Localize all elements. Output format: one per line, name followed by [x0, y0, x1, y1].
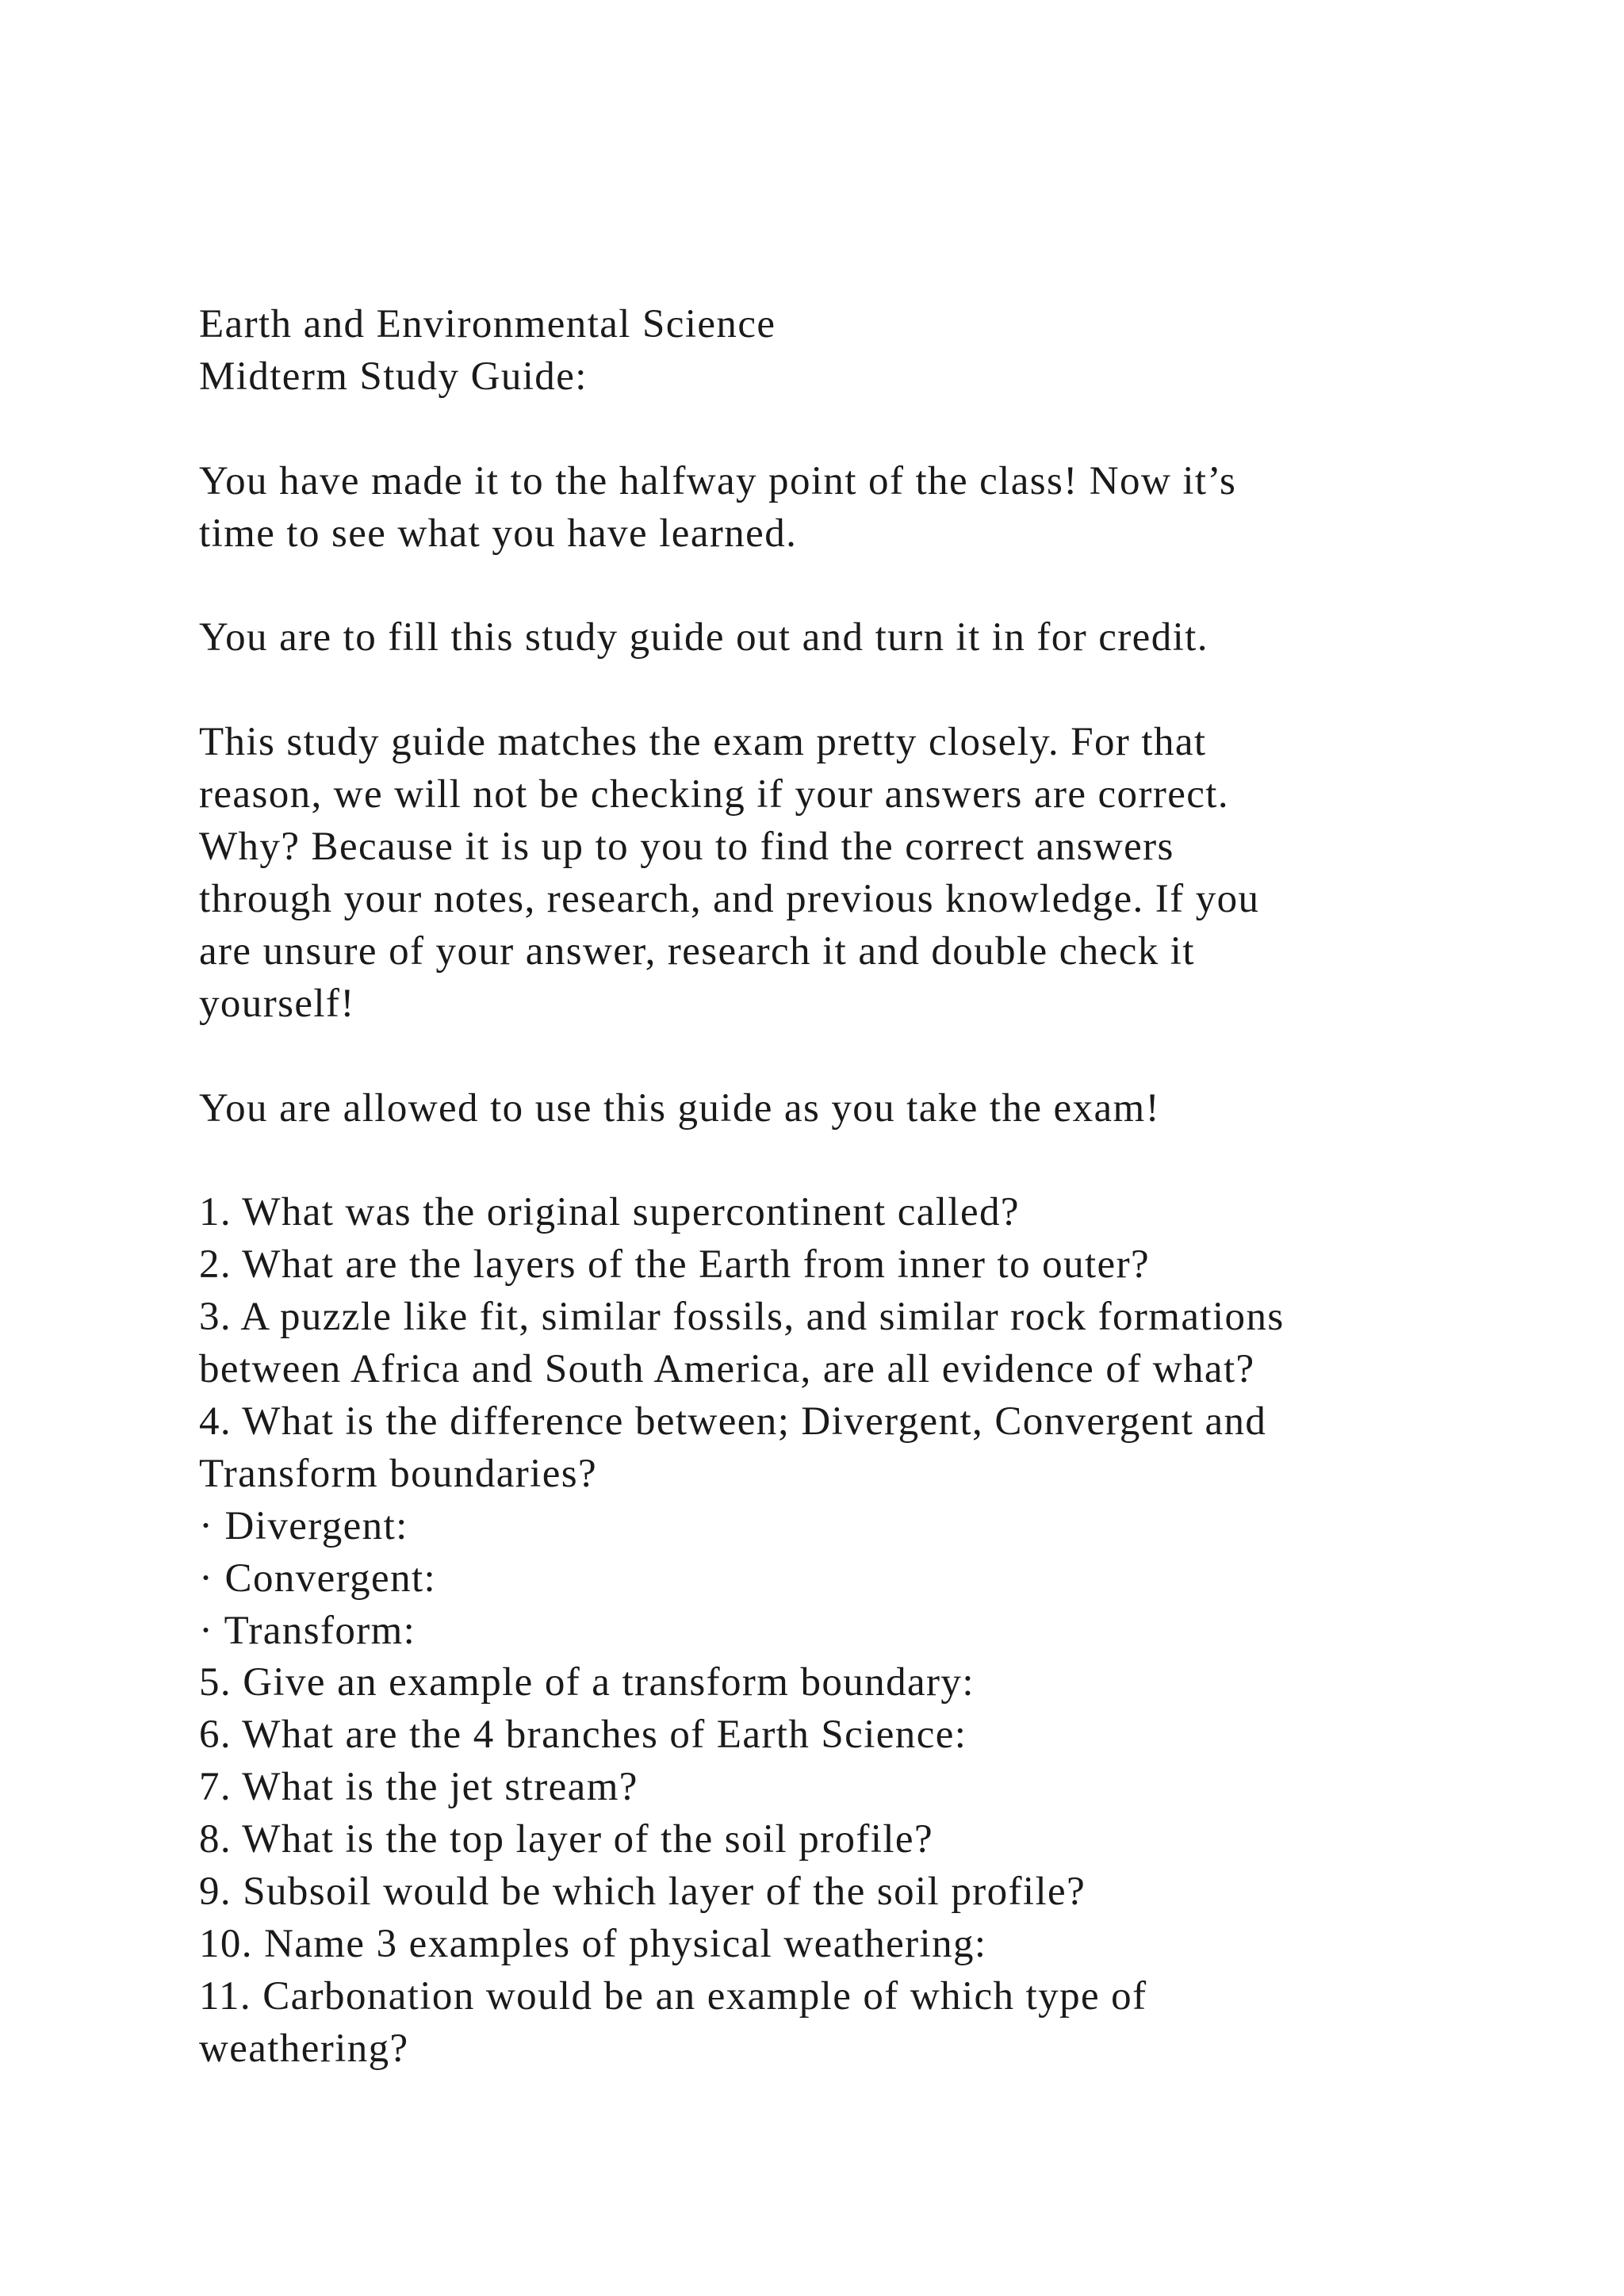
note-line: yourself! [199, 981, 355, 1026]
bullet-transform: · Transform: [199, 1608, 416, 1653]
spacer [199, 664, 1563, 717]
question-3-continued: between Africa and South America, are all evidence of what? [199, 1347, 1255, 1392]
allowed-text: You are allowed to use this guide as you take the exam! [199, 1085, 1160, 1131]
instruction-text: You are to fill this study guide out and turn it in for credit. [199, 615, 1208, 660]
question-11-continued: weathering? [199, 2026, 409, 2071]
spacer [199, 404, 1563, 456]
question-7: 7. What is the jet stream? [199, 1765, 638, 1810]
question-8: 8. What is the top layer of the soil profile? [199, 1817, 933, 1862]
question-2: 2. What are the layers of the Earth from inner to outer? [199, 1242, 1151, 1288]
spacer [199, 1135, 1563, 1187]
question-6: 6. What are the 4 branches of Earth Science: [199, 1712, 967, 1758]
bullet-divergent: · Divergent: [199, 1503, 408, 1548]
question-5: 5. Give an example of a transform boundary: [199, 1660, 975, 1705]
note-line: This study guide matches the exam pretty closely. For that [199, 720, 1207, 765]
spacer [199, 1031, 1563, 1083]
note-line: through your notes, research, and previous knowledge. If you [199, 876, 1260, 921]
question-4: 4. What is the difference between; Divergent, Convergent and [199, 1399, 1267, 1444]
note-line: are unsure of your answer, research it and double check it [199, 928, 1195, 974]
note-line: Why? Because it is up to you to find the correct answers [199, 825, 1174, 870]
question-9: 9. Subsoil would be which layer of the soil profile? [199, 1869, 1086, 1915]
document-subtitle: Midterm Study Guide: [199, 354, 588, 399]
intro-line: time to see what you have learned. [199, 511, 798, 556]
question-11: 11. Carbonation would be an example of which type of [199, 1973, 1147, 2019]
intro-line: You have made it to the halfway point of the class! Now it’s [199, 458, 1237, 503]
question-4-continued: Transform boundaries? [199, 1451, 598, 1496]
question-10: 10. Name 3 examples of physical weathering: [199, 1922, 987, 1967]
bullet-convergent: · Convergent: [199, 1556, 437, 1601]
spacer [199, 561, 1563, 613]
question-1: 1. What was the original supercontinent called? [199, 1190, 1020, 1235]
document-body [199, 299, 1563, 2076]
note-line: reason, we will not be checking if your answers are correct. [199, 772, 1230, 817]
document-title: Earth and Environmental Science [199, 302, 776, 346]
question-3: 3. A puzzle like fit, similar fossils, and similar rock formations [199, 1295, 1285, 1340]
